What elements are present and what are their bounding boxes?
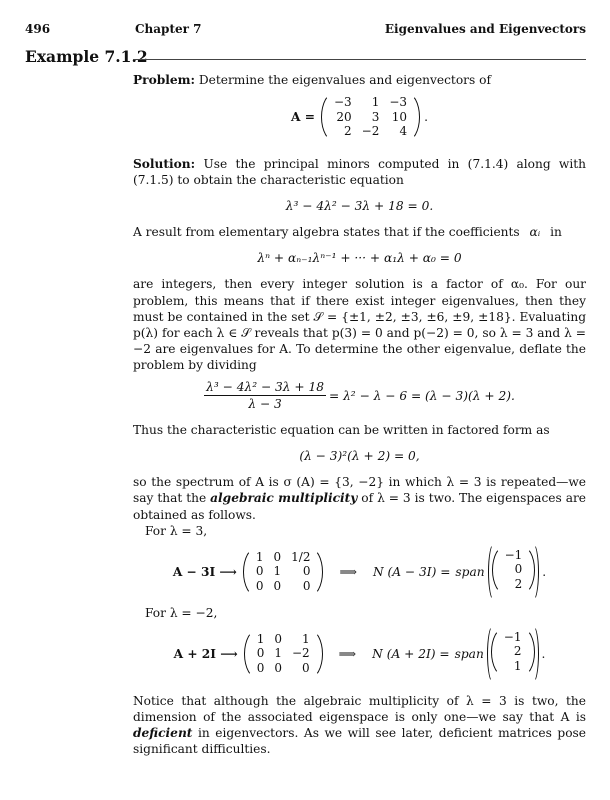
running-title: Eigenvalues and Eigenvectors [384, 22, 586, 36]
case1-vector [492, 545, 536, 595]
example-body [133, 72, 586, 757]
case1-implies: ⟹ [339, 564, 357, 579]
solution-statement [133, 156, 586, 188]
term-deficient: deficient [133, 725, 193, 740]
matrix-a-cell: 10 [391, 109, 408, 124]
matrix-a-cell: 2 [344, 124, 352, 139]
chapter-label: Chapter 7 [135, 22, 202, 36]
case2-vector [491, 627, 535, 677]
example-label: Example 7.1.2 [25, 47, 148, 66]
paragraph-coefficients-text: A result from elementary algebra states that if the coefficients [133, 225, 520, 240]
case1-vector-cell: 0 [514, 562, 523, 577]
case2-matrix-cell: 0 [256, 646, 265, 661]
case1-nullspace: N (A − 3I) = [372, 564, 451, 579]
case2-matrix-cell: 1 [302, 631, 310, 646]
case2-nullspace: N (A + 2I) = [372, 646, 450, 661]
case1-matrix-cell: 1 [273, 564, 282, 579]
case2-vector-set [487, 625, 539, 683]
case2-vector-cell: 2 [513, 644, 522, 659]
case2-lhs: A + 2I ⟶ [173, 646, 238, 661]
paragraph-integer-roots: are integers, then every integer solution is a factor of α₀. For our problem, this means that if there exist integer eigenvalues, then they must be contained in the set 𝒮 = {±1, ±2, ±3, ±6, ±9, ±18}. Evaluating p(λ) for each λ ∈ 𝒮 reveals that p(3) = 0 and p(−2) = 0, so λ = 3 and λ = −2 are eigenvalues for A. To determine the other eigenvalue, deflate the problem by dividing [133, 277, 586, 372]
polynomial-equation: λⁿ + αₙ₋₁λⁿ⁻¹ + ··· + α₁λ + α₀ = 0 [257, 251, 462, 266]
paragraph-deficient-text-a: Notice that although the algebraic multiplicity of λ = 3 is two, the dimension of the associated eigenspace is only one—we say that A is [133, 693, 586, 724]
case2-span: span [454, 646, 484, 661]
case1-span: span [455, 564, 485, 579]
paragraph-deficient [133, 693, 586, 757]
case1-matrix-cell: 0 [273, 549, 282, 564]
matrix-a-cell: 4 [399, 124, 408, 139]
case2-matrix-cell: 0 [274, 631, 282, 646]
paragraph-coefficients [133, 224, 586, 240]
paragraph-spectrum-text-b: of λ = 3 is two. The eigenspaces are obtained as follows. [133, 491, 586, 522]
matrix-a [321, 92, 420, 142]
case1-matrix-cell: 0 [302, 579, 311, 594]
term-algebraic-multiplicity: algebraic multiplicity [210, 491, 358, 506]
case1-vector-set [488, 543, 540, 601]
case1-period: . [542, 564, 547, 579]
paragraph-coefficients-in: in [550, 225, 562, 240]
case2-label: For λ = −2, [145, 605, 218, 620]
case1-matrix-cell: 0 [255, 579, 264, 594]
matrix-a-cell: 3 [371, 109, 380, 124]
matrix-a-cell: −2 [361, 124, 380, 139]
solution-text: Use the principal minors computed in (7.1.4) along with (7.1.5) to obtain the characteristic equation [133, 156, 587, 188]
paragraph-spectrum [133, 474, 586, 522]
matrix-a-label: A = [291, 109, 315, 124]
case1-label: For λ = 3, [145, 523, 208, 538]
case2-matrix-cell: 0 [302, 661, 310, 676]
case2-matrix-cell: 1 [256, 631, 265, 646]
case2-equation [133, 625, 586, 683]
matrix-a-period: . [424, 109, 428, 124]
matrix-a-equation [133, 92, 586, 142]
case1-matrix-cell: 0 [302, 564, 311, 579]
case1-matrix [243, 547, 324, 597]
characteristic-equation: λ³ − 4λ² − 3λ + 18 = 0. [285, 199, 434, 214]
case2-vector-cell: 1 [513, 659, 522, 674]
alpha-symbol: αᵢ [529, 225, 541, 240]
case1-matrix-cell: 1 [255, 549, 264, 564]
deflation-fraction [204, 379, 326, 412]
case2-period: . [541, 646, 546, 661]
solution-label: Solution: [133, 156, 196, 171]
case1-vector-cell: 2 [514, 577, 523, 591]
matrix-a-cell: −3 [333, 95, 352, 110]
page-number: 496 [25, 22, 51, 36]
case2-matrix-cell: 0 [274, 661, 282, 676]
case1-matrix-cell: 0 [255, 564, 264, 579]
problem-statement [133, 72, 586, 88]
case1-equation [133, 543, 586, 601]
case1-matrix-cell: 0 [273, 579, 282, 594]
paragraph-spectrum-text-a: so the spectrum of A is σ (A) = {3, −2} in which λ = 3 is repeated—we say that the [133, 475, 586, 506]
deflation-numerator: λ³ − 4λ² − 3λ + 18 [204, 379, 326, 396]
paragraph-deficient-text-b: in eigenvectors. As we will see later, deficient matrices pose significant difficulties. [133, 725, 586, 757]
factored-equation: (λ − 3)²(λ + 2) = 0, [299, 449, 420, 464]
case2-implies: ⟹ [338, 646, 357, 661]
deflation-rhs: = λ² − λ − 6 = (λ − 3)(λ + 2). [329, 388, 515, 403]
case2-matrix-cell: 0 [256, 661, 265, 676]
deflation-denominator: λ − 3 [248, 397, 282, 412]
case2-matrix-cell: 1 [274, 646, 282, 661]
paragraph-factored: Thus the characteristic equation can be written in factored form as [133, 423, 550, 438]
problem-label: Problem: [133, 73, 196, 87]
case1-lhs: A − 3I ⟶ [172, 564, 237, 579]
case2-vector-cell: −1 [503, 629, 522, 644]
matrix-a-cell: 1 [371, 95, 380, 110]
matrix-a-cell: −3 [389, 95, 408, 110]
problem-text: Determine the eigenvalues and eigenvectors of [198, 73, 491, 87]
case1-matrix-cell: 1/2 [291, 549, 311, 564]
deflation-equation [133, 379, 586, 412]
case2-matrix [244, 629, 323, 679]
header-rule [133, 59, 586, 60]
matrix-a-cell: 20 [336, 109, 352, 124]
case1-vector-cell: −1 [504, 547, 523, 562]
case2-matrix-cell: −2 [291, 646, 310, 661]
